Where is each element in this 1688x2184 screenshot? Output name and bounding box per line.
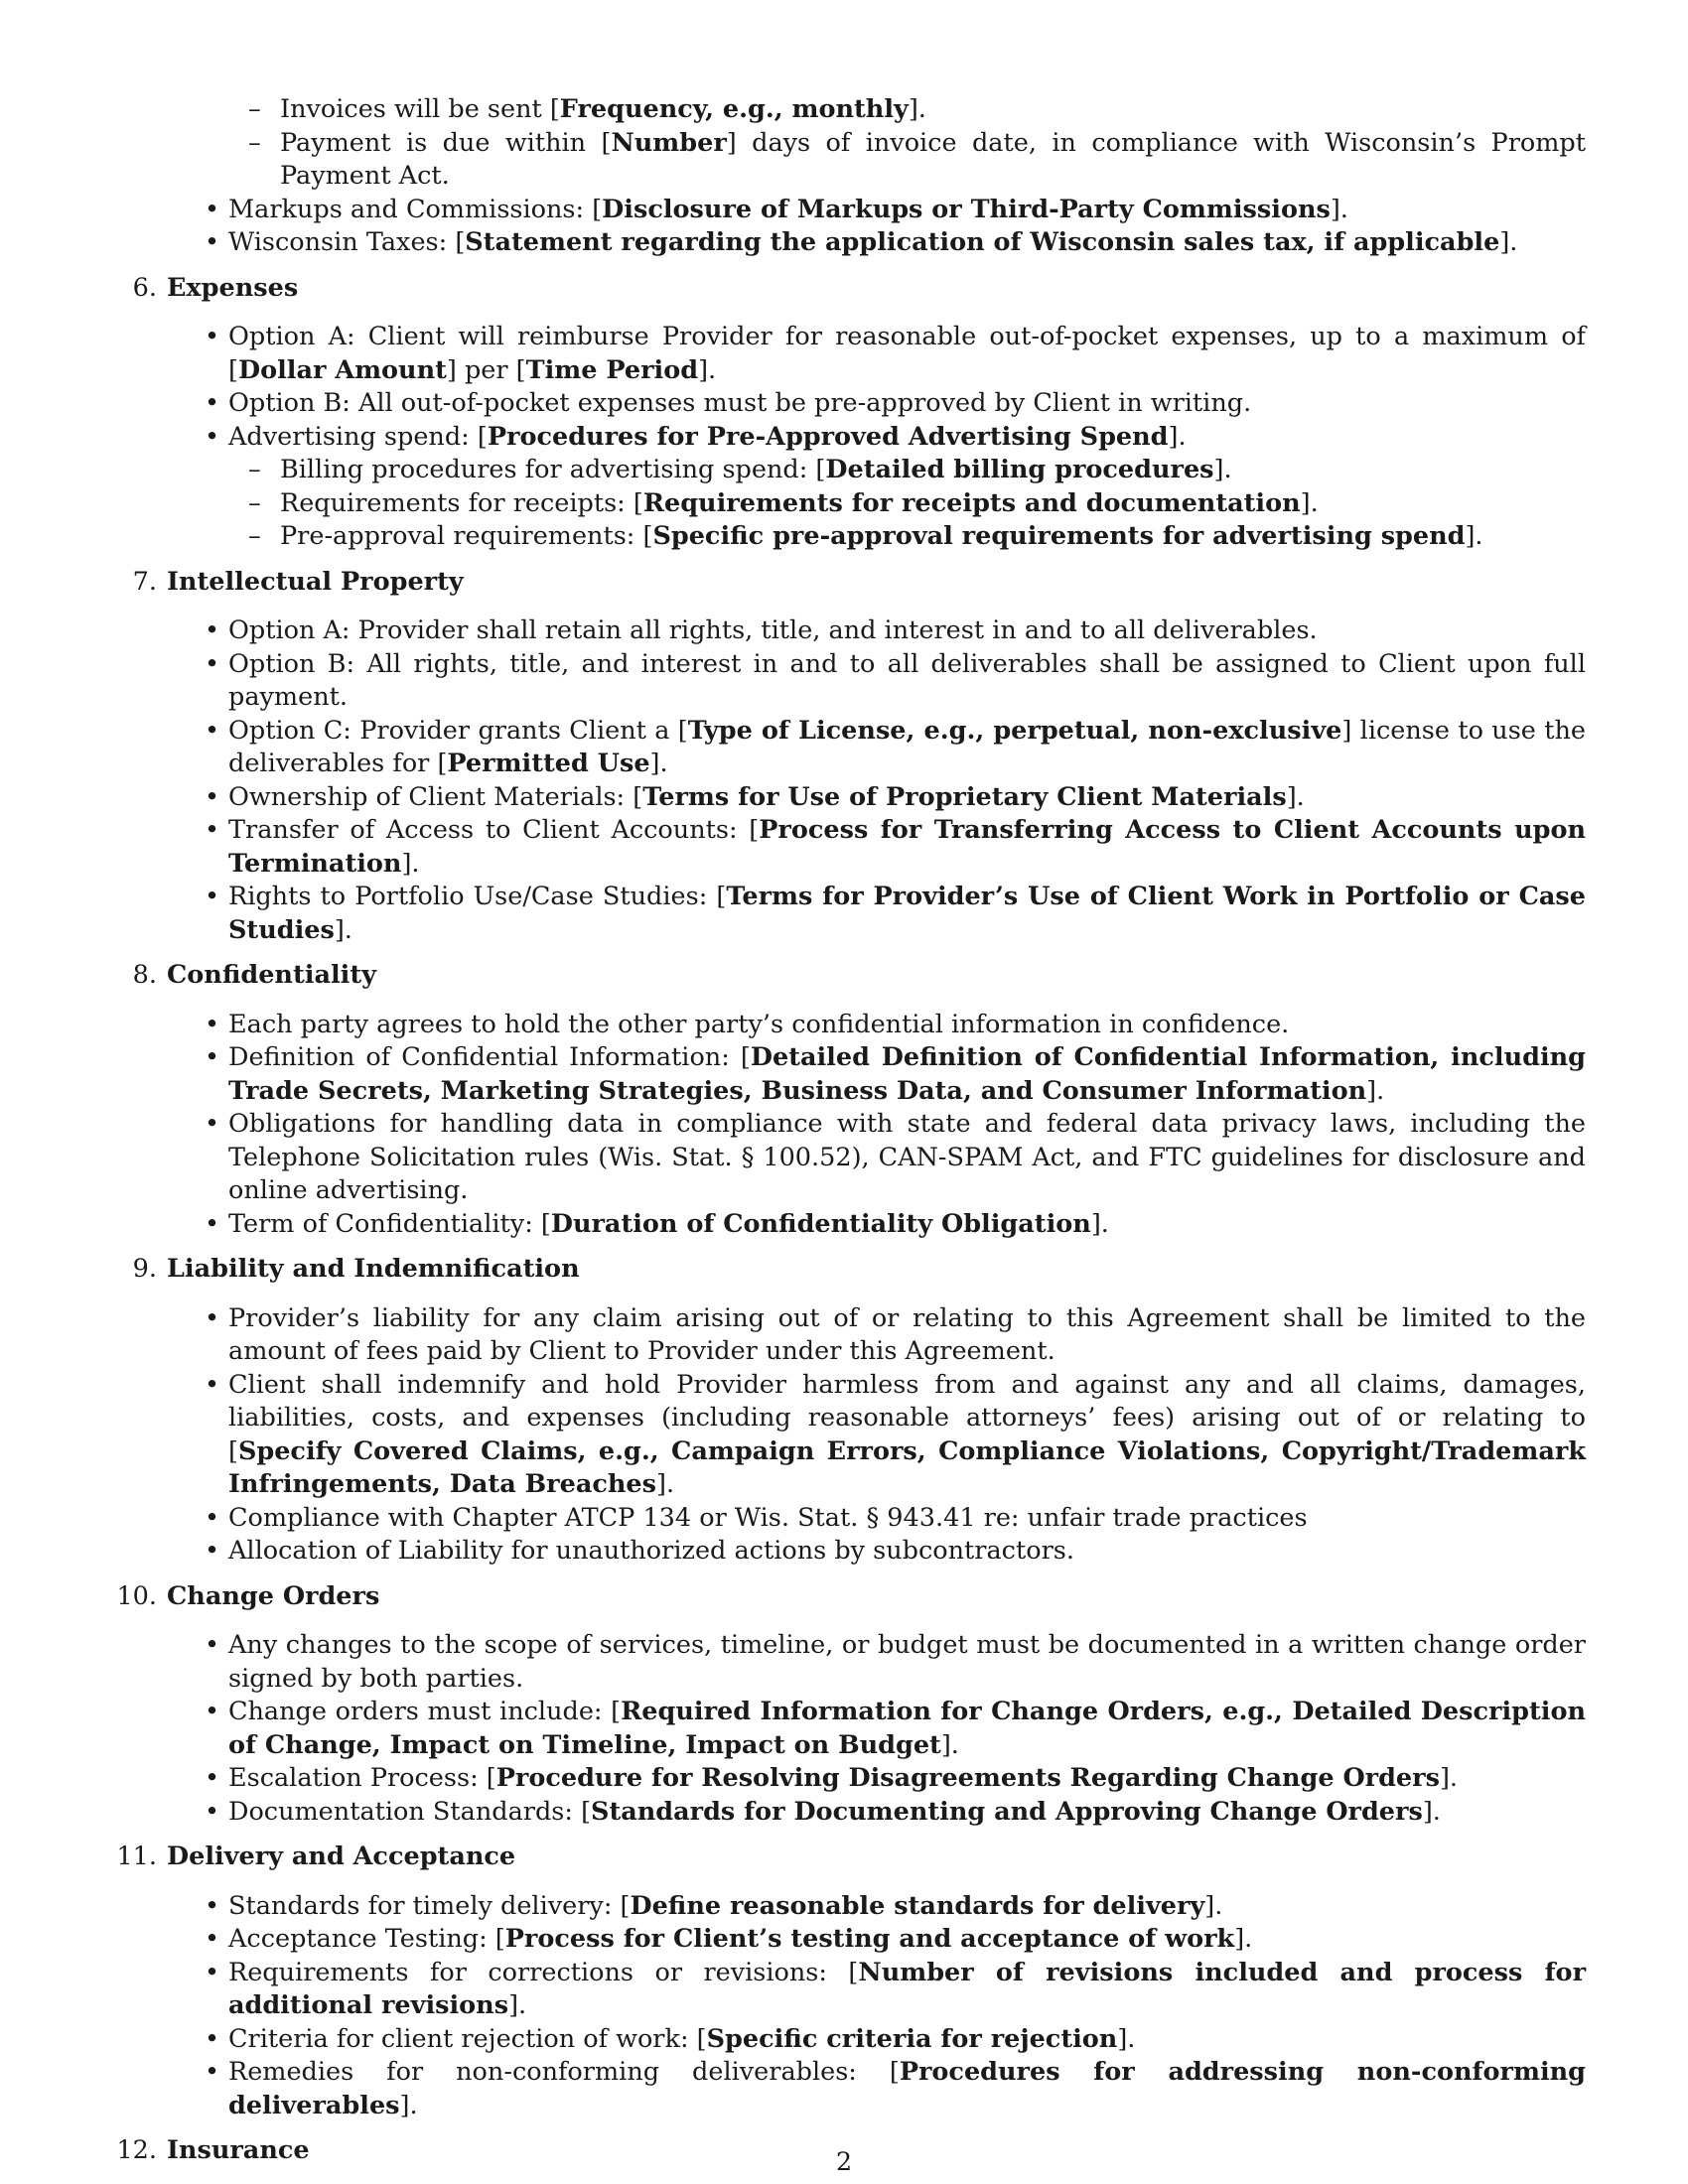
placeholder: Procedure for Resolving Disagreements Regarding Change Orders <box>495 1763 1440 1793</box>
section-number: 11. <box>116 1842 157 1871</box>
item-text: Compliance with Chapter ATCP 134 or Wis. Stat. § 943.41 re: unfair trade practices <box>228 1502 1308 1533</box>
item-text: ]. <box>1465 521 1483 551</box>
item-text: ]. <box>1204 1890 1223 1921</box>
item-text: Change orders must include: [ <box>228 1697 622 1726</box>
placeholder: Number <box>611 127 727 158</box>
placeholder: Specify Covered Claims, e.g., Campaign Errors, Compliance Violations, Copyright/Trademark Infringements, Data Breaches <box>228 1435 1586 1499</box>
continued-sub-list <box>167 93 1586 194</box>
item-text: Requirements for receipts: [ <box>280 487 643 518</box>
list-item <box>167 321 1586 387</box>
placeholder: Procedures for Pre-Approved Advertising Spend <box>487 421 1169 452</box>
placeholder: Process for Client’s testing and acceptance of work <box>504 1924 1235 1954</box>
item-text: ]. <box>1422 1796 1441 1827</box>
bullet-list <box>167 1629 1586 1829</box>
sub-list <box>167 454 1586 554</box>
section-number: 12. <box>116 2135 157 2165</box>
item-text: ]. <box>508 1990 527 2020</box>
section-title: Change Orders <box>167 1580 380 1611</box>
section-heading <box>132 959 1586 993</box>
item-text: Wisconsin Taxes: [ <box>228 227 466 257</box>
section-number: 10. <box>116 1580 157 1611</box>
section-heading <box>132 566 1586 600</box>
list-item <box>167 421 1586 554</box>
placeholder: Specific criteria for rejection <box>706 2023 1118 2054</box>
item-text: Option A: Provider shall retain all rights, title, and interest in and to all deliverables. <box>228 615 1318 645</box>
item-text: Option B: All out-of-pocket expenses must be pre-approved by Client in writing. <box>228 388 1252 418</box>
item-text: Option C: Provider grants Client a [ <box>228 715 688 746</box>
item-text: Billing procedures for advertising spend: [ <box>280 455 826 484</box>
item-text: ]. <box>1499 227 1518 257</box>
section <box>132 959 1586 1241</box>
list-item <box>167 1041 1586 1108</box>
section <box>116 1841 1586 2122</box>
item-text: ]. <box>1090 1208 1109 1239</box>
section-title: Liability and Indemnification <box>167 1254 580 1284</box>
placeholder: Frequency, e.g., monthly <box>559 94 909 124</box>
section-title: Expenses <box>167 272 299 303</box>
item-text: Rights to Portfolio Use/Case Studies: [ <box>228 882 727 911</box>
placeholder: Terms for Provider’s Use of Client Work in Portfolio or Case Studies <box>228 882 1586 945</box>
section <box>116 1580 1586 1830</box>
list-item <box>167 1208 1586 1242</box>
continued-list <box>167 93 1586 260</box>
item-text: Invoices will be sent [ <box>280 94 560 124</box>
section-title: Insurance <box>167 2135 310 2165</box>
item-text: Advertising spend: [ <box>228 421 488 452</box>
item-text: ]. <box>908 94 926 124</box>
item-text: ]. <box>1168 421 1187 452</box>
list-item <box>167 648 1586 715</box>
sub-list-item <box>167 454 1586 487</box>
item-text: ] days of invoice date, in compliance with Wisconsin’s Prompt Payment Act. <box>280 127 1587 191</box>
item-text: Option B: All rights, title, and interest in and to all deliverables shall be assigned to Client upon full payment. <box>228 648 1586 712</box>
placeholder: Requirements for receipts and documentation <box>642 487 1301 518</box>
item-text: Term of Confidentiality: [ <box>228 1208 551 1239</box>
item-text: ]. <box>1366 1075 1385 1106</box>
section-title: Delivery and Acceptance <box>167 1842 516 1871</box>
list-item <box>167 1108 1586 1208</box>
sub-list-item <box>167 93 1586 127</box>
placeholder: Specific pre-approval requirements for advertising spend <box>652 521 1466 551</box>
item-text: Documentation Standards: [ <box>228 1796 592 1827</box>
item-text: ]. <box>656 1469 675 1499</box>
list-item <box>167 1502 1586 1536</box>
item-text: Transfer of Access to Client Accounts: [ <box>228 815 760 845</box>
item-text: Ownership of Client Materials: [ <box>228 781 643 812</box>
section-number: 9. <box>132 1254 157 1284</box>
placeholder: Process for Transferring Access to Client Accounts upon Termination <box>228 815 1587 879</box>
item-text: Payment is due within [ <box>280 127 612 158</box>
item-text: Requirements for corrections or revisions: [ <box>228 1957 859 1987</box>
bullet-list <box>167 1302 1586 1569</box>
section-list <box>116 272 1587 2168</box>
list-item <box>167 1302 1586 1369</box>
section-title: Confidentiality <box>167 960 376 990</box>
item-text: Obligations for handling data in compliance with state and federal data privacy laws, including the Telephone Solicitation rules (Wis. Stat. § 100.52), CAN-SPAM Act, and FTC guidelines for disclosure and online advertising. <box>228 1109 1586 1205</box>
list-item <box>167 2023 1586 2057</box>
list-item <box>167 387 1586 421</box>
item-text: Escalation Process: [ <box>228 1763 496 1793</box>
placeholder: Terms for Use of Proprietary Client Materials <box>642 781 1287 812</box>
section-heading <box>116 1580 1586 1614</box>
list-item <box>167 781 1586 815</box>
item-text: ]. <box>1330 194 1348 224</box>
item-text: Allocation of Liability for unauthorized actions by subcontractors. <box>228 1536 1074 1566</box>
placeholder: Time Period <box>525 354 699 385</box>
item-text: Markups and Commissions: [ <box>228 194 603 224</box>
item-text: ]. <box>698 354 717 385</box>
page-number: 2 <box>835 2147 853 2177</box>
placeholder: Type of License, e.g., perpetual, non-exclusive <box>687 715 1342 746</box>
placeholder: Procedures for addressing non-conforming deliverables <box>228 2057 1586 2120</box>
item-text: Client shall indemnify and hold Provider harmless from and against any and all claims, damages, liabilities, costs, and expenses (including reasonable attorneys’ fees) arising out of or relating to [ <box>228 1369 1586 1466</box>
list-item <box>167 194 1586 227</box>
section-number: 6. <box>132 272 157 303</box>
placeholder: Disclosure of Markups or Third-Party Commissions <box>602 194 1331 224</box>
list-item <box>167 1629 1586 1696</box>
placeholder: Number of revisions included and process for additional revisions <box>228 1957 1586 2020</box>
list-item <box>167 1762 1586 1796</box>
placeholder: Standards for Documenting and Approving Change Orders <box>591 1796 1423 1827</box>
section-heading <box>132 272 1586 306</box>
list-item <box>167 881 1586 947</box>
item-text: Criteria for client rejection of work: [ <box>228 2023 707 2054</box>
list-item <box>167 614 1586 648</box>
placeholder: Statement regarding the application of Wisconsin sales tax, if applicable <box>465 227 1500 257</box>
placeholder: Dollar Amount <box>237 354 447 385</box>
section-number: 7. <box>132 566 157 597</box>
placeholder: Required Information for Change Orders, e.g., Detailed Description of Change, Impact on Timeline, Impact on Budget <box>228 1697 1586 1760</box>
section <box>132 566 1587 948</box>
list-item <box>167 1696 1586 1762</box>
sub-list-item <box>167 487 1586 521</box>
section-number: 8. <box>132 960 157 990</box>
sub-list-item <box>167 127 1586 194</box>
item-text: Provider’s liability for any claim arising out of or relating to this Agreement shall be limited to the amount of fees paid by Client to Provider under this Agreement. <box>228 1302 1586 1366</box>
list-item <box>167 1890 1586 1924</box>
item-text: ]. <box>399 2090 418 2120</box>
bullet-list <box>167 1890 1586 2123</box>
item-text: ]. <box>1286 781 1305 812</box>
list-item <box>167 1009 1586 1042</box>
item-text: ]. <box>401 848 420 879</box>
list-item <box>167 1369 1586 1502</box>
section <box>132 1253 1586 1569</box>
item-text: ] license to use the deliverables for [ <box>228 715 1587 778</box>
item-text: Option A: Client will reimburse Provider for reasonable out-of-pocket expenses, up to a maximum of [ <box>228 322 1586 385</box>
item-text: Each party agrees to hold the other party’s confidential information in confidence. <box>228 1009 1290 1039</box>
item-text: ]. <box>1234 1924 1253 1954</box>
item-text: Any changes to the scope of services, timeline, or budget must be documented in a written change order signed by both parties. <box>228 1630 1586 1694</box>
item-text: Standards for timely delivery: [ <box>228 1890 631 1921</box>
placeholder: Define reasonable standards for delivery <box>630 1890 1205 1921</box>
section-heading <box>116 1841 1586 1874</box>
item-text: Pre-approval requirements: [ <box>280 521 653 551</box>
placeholder: Duration of Confidentiality Obligation <box>550 1208 1091 1239</box>
placeholder: Permitted Use <box>447 749 650 778</box>
list-item <box>167 1957 1586 2023</box>
sub-list-item <box>167 520 1586 554</box>
bullet-list <box>167 614 1586 947</box>
list-item <box>167 715 1586 781</box>
bullet-list <box>167 321 1586 554</box>
list-item <box>167 2056 1586 2122</box>
item-text: ]. <box>1439 1763 1459 1793</box>
item-text: ]. <box>334 914 352 945</box>
continued-bullet-list <box>167 194 1586 260</box>
item-text: Definition of Confidential Information: [ <box>228 1042 751 1072</box>
list-item <box>167 1923 1586 1957</box>
placeholder: Detailed billing procedures <box>825 455 1214 484</box>
section <box>132 272 1586 554</box>
item-text: Remedies for non-conforming deliverables: [ <box>228 2057 900 2087</box>
placeholder: Detailed Definition of Confidential Information, including Trade Secrets, Marketing Strategies, Business Data, and Consumer Information <box>228 1042 1586 1106</box>
list-item <box>167 814 1586 881</box>
list-item <box>167 1535 1586 1569</box>
item-text: ] per [ <box>446 354 526 385</box>
list-item <box>167 1796 1586 1830</box>
item-text: ]. <box>940 1729 959 1760</box>
item-text: ]. <box>1213 455 1232 484</box>
bullet-list <box>167 1009 1586 1242</box>
section-heading <box>132 1253 1586 1287</box>
section-title: Intellectual Property <box>167 566 464 597</box>
item-text: ]. <box>649 749 668 778</box>
list-item <box>167 226 1586 260</box>
item-text: ]. <box>1117 2023 1136 2054</box>
item-text: Acceptance Testing: [ <box>228 1924 505 1954</box>
item-text: ]. <box>1300 487 1319 518</box>
